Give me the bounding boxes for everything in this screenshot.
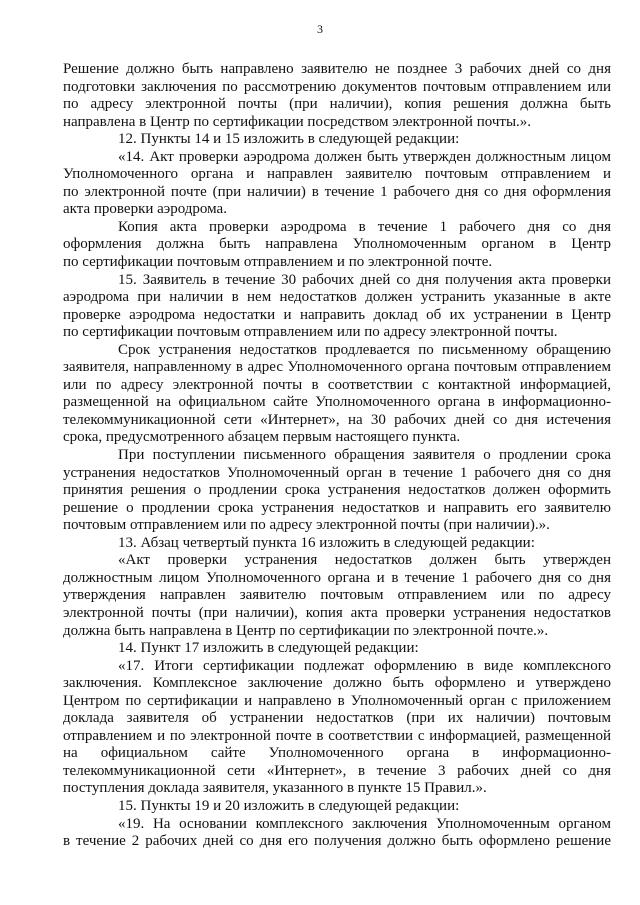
text-line: электронной почты (при наличии), копия акта проверки устранения недостатков <box>63 604 611 621</box>
text-line: акта проверки аэродрома. <box>63 201 227 218</box>
text-line: аэродрома при наличии в нем недостатков должен устранить указанные в акте <box>63 289 611 306</box>
text-line: в течение 2 рабочих дней со дня его получения должно быть оформлено решение <box>63 833 611 850</box>
text-line: «14. Акт проверки аэродрома должен быть утвержден должностным лицом <box>118 148 611 165</box>
text-line: по электронной почте (при наличии) в течение 1 рабочего дня со дня оформления <box>63 183 611 200</box>
text-line: «19. На основании комплексного заключения Уполномоченным органом <box>118 815 611 832</box>
text-line: по сертификации почтовым отправлением и по электронной почте. <box>63 254 493 271</box>
text-line: оформления должна быть направлена Уполномоченным органом в Центр <box>63 236 611 253</box>
text-line: Центром по сертификации и направлено в Уполномоченный орган с приложением <box>63 692 611 709</box>
text-line: по адресу электронной почты (при наличии), копия решения должна быть <box>63 96 611 113</box>
text-line: устранения недостатков Уполномоченный орган в течение 1 рабочего дня со дня <box>63 464 611 481</box>
page-number: 3 <box>317 22 323 36</box>
text-line: утверждения направлен заявителю почтовым отправлением или по адресу <box>63 587 611 604</box>
text-line: «Акт проверки устранения недостатков должен быть утвержден <box>118 552 611 569</box>
text-line: Копия акта проверки аэродрома в течение 1 рабочего дня со дня <box>118 218 611 235</box>
text-line: поступления доклада заявителя, указанного в пункте 15 Правил.». <box>63 780 487 797</box>
document-body <box>63 61 611 851</box>
text-line: направлена в Центр по сертификации посредством электронной почты.». <box>63 113 532 130</box>
text-line: Срок устранения недостатков продлевается по письменному обращению <box>118 341 611 358</box>
text-line: телекоммуникационной сети «Интернет», на 30 рабочих дней со дня истечения <box>63 411 611 428</box>
text-line: на официальном сайте Уполномоченного органа в информационно- <box>63 745 611 762</box>
text-line: подготовки заключения по рассмотрению документов почтовым отправлением или <box>63 78 611 95</box>
text-line: 12. Пункты 14 и 15 изложить в следующей редакции: <box>118 131 460 148</box>
text-line: должна быть направлена в Центр по сертификации по электронной почте.». <box>63 622 549 639</box>
text-line: При поступлении письменного обращения заявителя о продлении срока <box>118 447 611 464</box>
text-line: 13. Абзац четвертый пункта 16 изложить в следующей редакции: <box>118 534 535 551</box>
text-line: решение о продлении срока устранения недостатков и направить его заявителю <box>63 499 611 516</box>
text-line: Уполномоченного органа и направлен заявителю почтовым отправлением и <box>63 166 611 183</box>
text-line: отправлением и по электронной почте в соответствии с информацией, размещенной <box>63 727 611 744</box>
text-line: 15. Заявитель в течение 30 рабочих дней со дня получения акта проверки <box>118 271 611 288</box>
text-line: или по адресу электронной почты в соответствии с контактной информацией, <box>63 376 611 393</box>
text-line: почтовым отправлением или по адресу электронной почты (при наличии).». <box>63 517 550 534</box>
text-line: Решение должно быть направлено заявителю не позднее 3 рабочих дней со дня <box>63 61 611 77</box>
text-line: 14. Пункт 17 изложить в следующей редакции: <box>118 640 419 657</box>
text-line: телекоммуникационной сети «Интернет», в течение 3 рабочих дней со дня <box>63 762 611 779</box>
text-line: проверке аэродрома недостатки и направить доклад об их устранении в Центр <box>63 306 611 323</box>
text-line: принятия решения о продлении срока устранения недостатков должен оформить <box>63 482 611 499</box>
text-line: по сертификации почтовым отправлением или по адресу электронной почты. <box>63 324 558 341</box>
text-line: размещенной на официальном сайте Уполномоченного органа в информационно- <box>63 394 611 411</box>
text-line: доклада заявителя об устранении недостатков (при их наличии) почтовым <box>63 710 611 727</box>
text-line: «17. Итоги сертификации подлежат оформлению в виде комплексного <box>118 657 611 674</box>
text-line: заключения. Комплексное заключение должно быть оформлено и утверждено <box>63 675 611 692</box>
text-line: должностным лицом Уполномоченного органа и в течение 1 рабочего дня со дня <box>63 569 611 586</box>
text-line: срока, предусмотренного абзацем первым настоящего пункта. <box>63 429 461 446</box>
text-line: 15. Пункты 19 и 20 изложить в следующей редакции: <box>118 797 460 814</box>
text-line: заявителя, направленному в адрес Уполномоченного органа почтовым отправлением <box>63 359 611 376</box>
